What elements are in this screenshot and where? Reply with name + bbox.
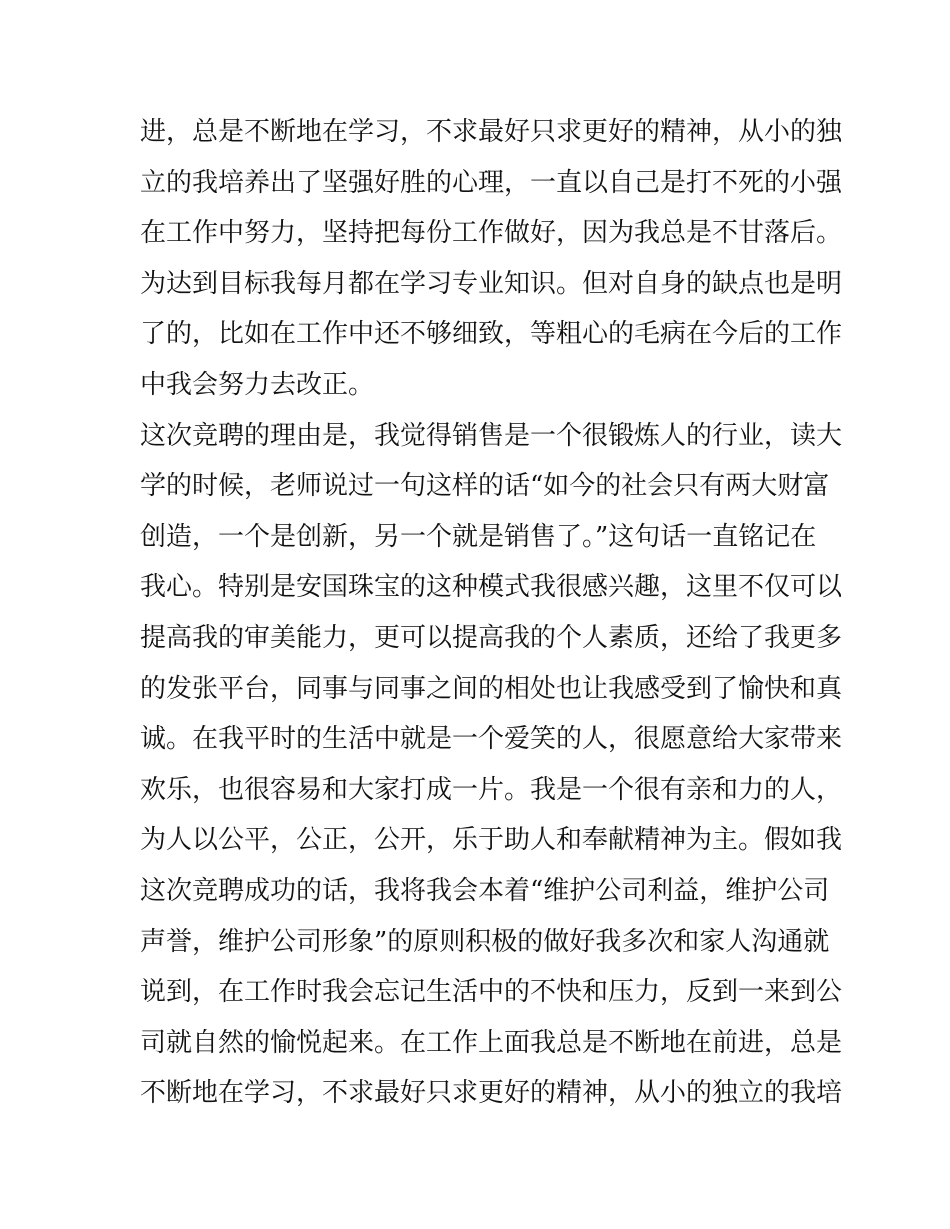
text-line: 这次竞聘成功的话，我将我会本着“维护公司利益，维护公司: [140, 875, 830, 906]
text-line: 了的，比如在工作中还不够细致，等粗心的毛病在今后的工作: [140, 319, 843, 350]
text-line: 为人以公平，公正，公开，乐于助人和奉献精神为主。假如我: [140, 825, 843, 856]
text-line: 立的我培养出了坚强好胜的心理，一直以自己是打不死的小强: [140, 167, 843, 198]
body-text: [140, 107, 843, 1119]
text-line: 提高我的审美能力，更可以提高我的个人素质，还给了我更多: [140, 622, 843, 653]
text-line: 为达到目标我每月都在学习专业知识。但对自身的缺点也是明: [140, 268, 843, 299]
text-line: 中我会努力去改正。: [140, 369, 375, 400]
text-line: 声誉，维护公司形象”的原则积极的做好我多次和家人沟通就: [140, 926, 830, 957]
text-line: 这次竞聘的理由是，我觉得销售是一个很锻炼人的行业，读大: [140, 420, 843, 451]
text-line: 创造，一个是创新，另一个就是销售了。”这句话一直铭记在: [140, 521, 817, 552]
text-line: 诚。在我平时的生活中就是一个爱笑的人，很愿意给大家带来: [140, 724, 843, 755]
text-line: 的发张平台，同事与同事之间的相处也让我感受到了愉快和真: [140, 673, 843, 704]
text-line: 学的时候，老师说过一句这样的话“如今的社会只有两大财富: [140, 471, 830, 502]
text-line: 司就自然的愉悦起来。在工作上面我总是不断地在前进，总是: [140, 1027, 843, 1058]
text-line: 我心。特别是安国珠宝的这种模式我很感兴趣，这里不仅可以: [140, 572, 843, 603]
text-line: 进，总是不断地在学习，不求最好只求更好的精神，从小的独: [140, 117, 843, 147]
text-line: 说到，在工作时我会忘记生活中的不快和压力，反到一来到公: [140, 977, 843, 1008]
text-line: 不断地在学习，不求最好只求更好的精神，从小的独立的我培: [140, 1078, 843, 1109]
text-line: 在工作中努力，坚持把每份工作做好，因为我总是不甘落后。: [140, 218, 843, 249]
text-line: 欢乐，也很容易和大家打成一片。我是一个很有亲和力的人，: [140, 774, 843, 805]
